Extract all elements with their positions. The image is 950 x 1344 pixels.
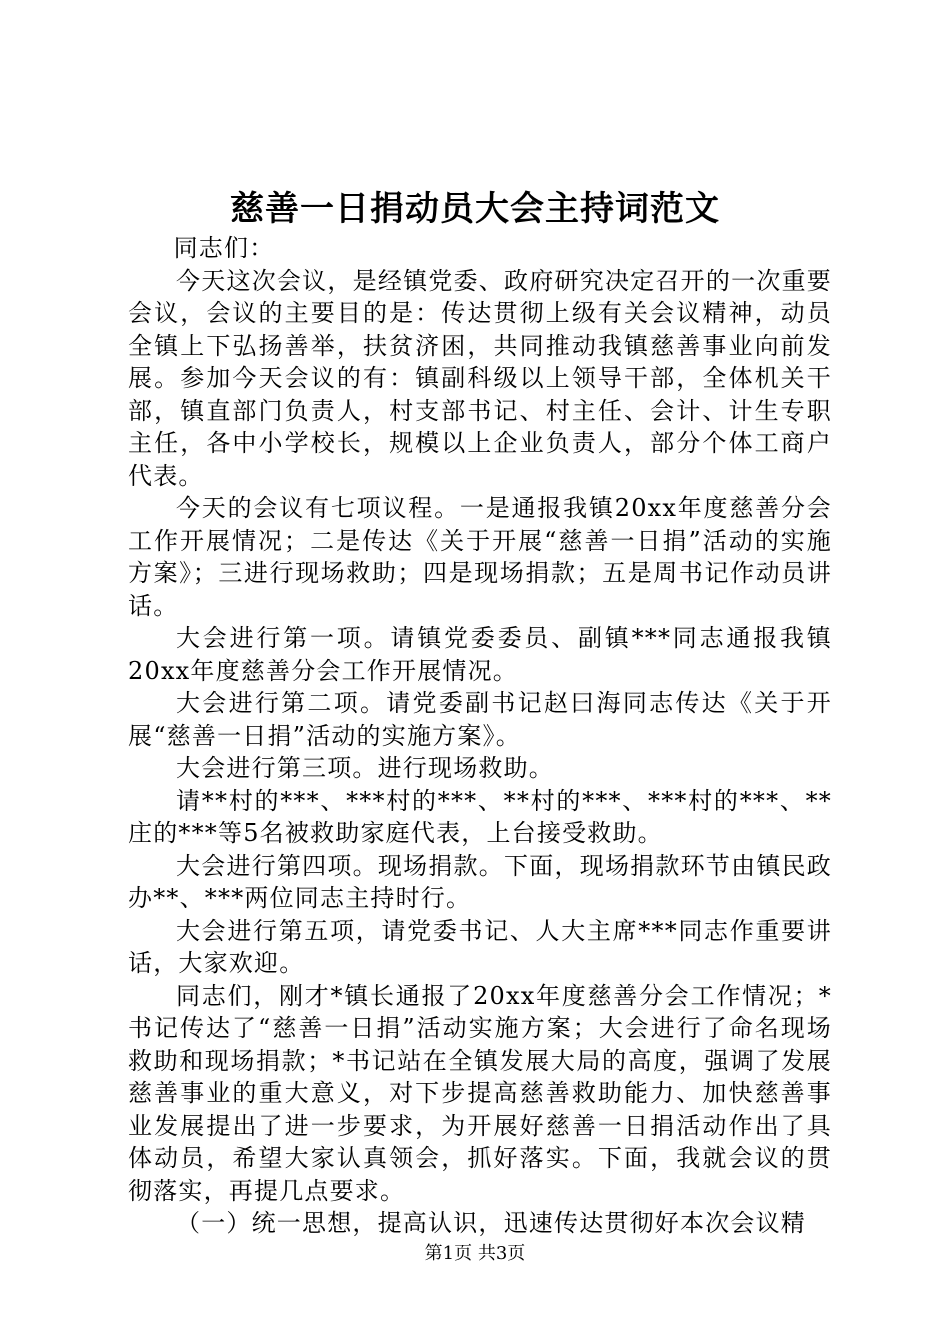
body-paragraph: 大会进行第三项。进行现场救助。 (176, 754, 554, 782)
body-paragraph: 今天这次会议，是经镇党委、政府研究决定召开的一次重要会议，会议的主要目的是：传达贯彻上级有关会议精神，动员全镇上下弘扬善举，扶贫济困，共同推动我镇慈善事业向前发展。参加今天会议的有：镇副科级以上领导干部，全体机关干部，镇直部门负责人，村支部书记、村主任、会计、计生专职主任，各中小学校长，规模以上企业负责人，部分个体工商户代表。 (128, 266, 832, 490)
body-paragraph: 大会进行第五项，请党委书记、人大主席***同志作重要讲话，大家欢迎。 (128, 916, 832, 977)
body-paragraph: （一）统一思想，提高认识，迅速传达贯彻好本次会议精 (176, 1209, 806, 1237)
body-paragraph: 大会进行第一项。请镇党委委员、副镇***同志通报我镇20xx年度慈善分会工作开展情况。 (128, 624, 832, 685)
body-paragraph: 今天的会议有七项议程。一是通报我镇20xx年度慈善分会工作开展情况；二是传达《关于开展“慈善一日捐”活动的实施方案》；三进行现场救助；四是现场捐款；五是周书记作动员讲话。 (128, 494, 832, 620)
body-paragraph: 同志们，刚才*镇长通报了20xx年度慈善分会工作情况；*书记传达了“慈善一日捐”活动实施方案；大会进行了命名现场救助和现场捐款；*书记站在全镇发展大局的高度，强调了发展慈善事业的重大意义，对下步提高慈善救助能力、加快慈善事业发展提出了进一步要求，为开展好慈善一日捐活动作出了具体动员，希望大家认真领会，抓好落实。下面，我就会议的贯彻落实，再提几点要求。 (128, 981, 832, 1205)
body-paragraph: 请**村的***、***村的***、**村的***、***村的***、**庄的***等5名被救助家庭代表，上台接受救助。 (128, 786, 832, 847)
body-paragraph: 大会进行第二项。请党委副书记赵曰海同志传达《关于开展“慈善一日捐”活动的实施方案》。 (128, 689, 832, 750)
page-number-footer: 第1页 共3页 (424, 1243, 526, 1264)
salutation-paragraph: 同志们： (173, 234, 275, 262)
document-body (128, 232, 832, 1240)
page-title: 慈善一日捐动员大会主持词范文 (230, 189, 720, 229)
body-paragraph: 大会进行第四项。现场捐款。下面，现场捐款环节由镇民政办**、***两位同志主持时行。 (128, 851, 832, 912)
